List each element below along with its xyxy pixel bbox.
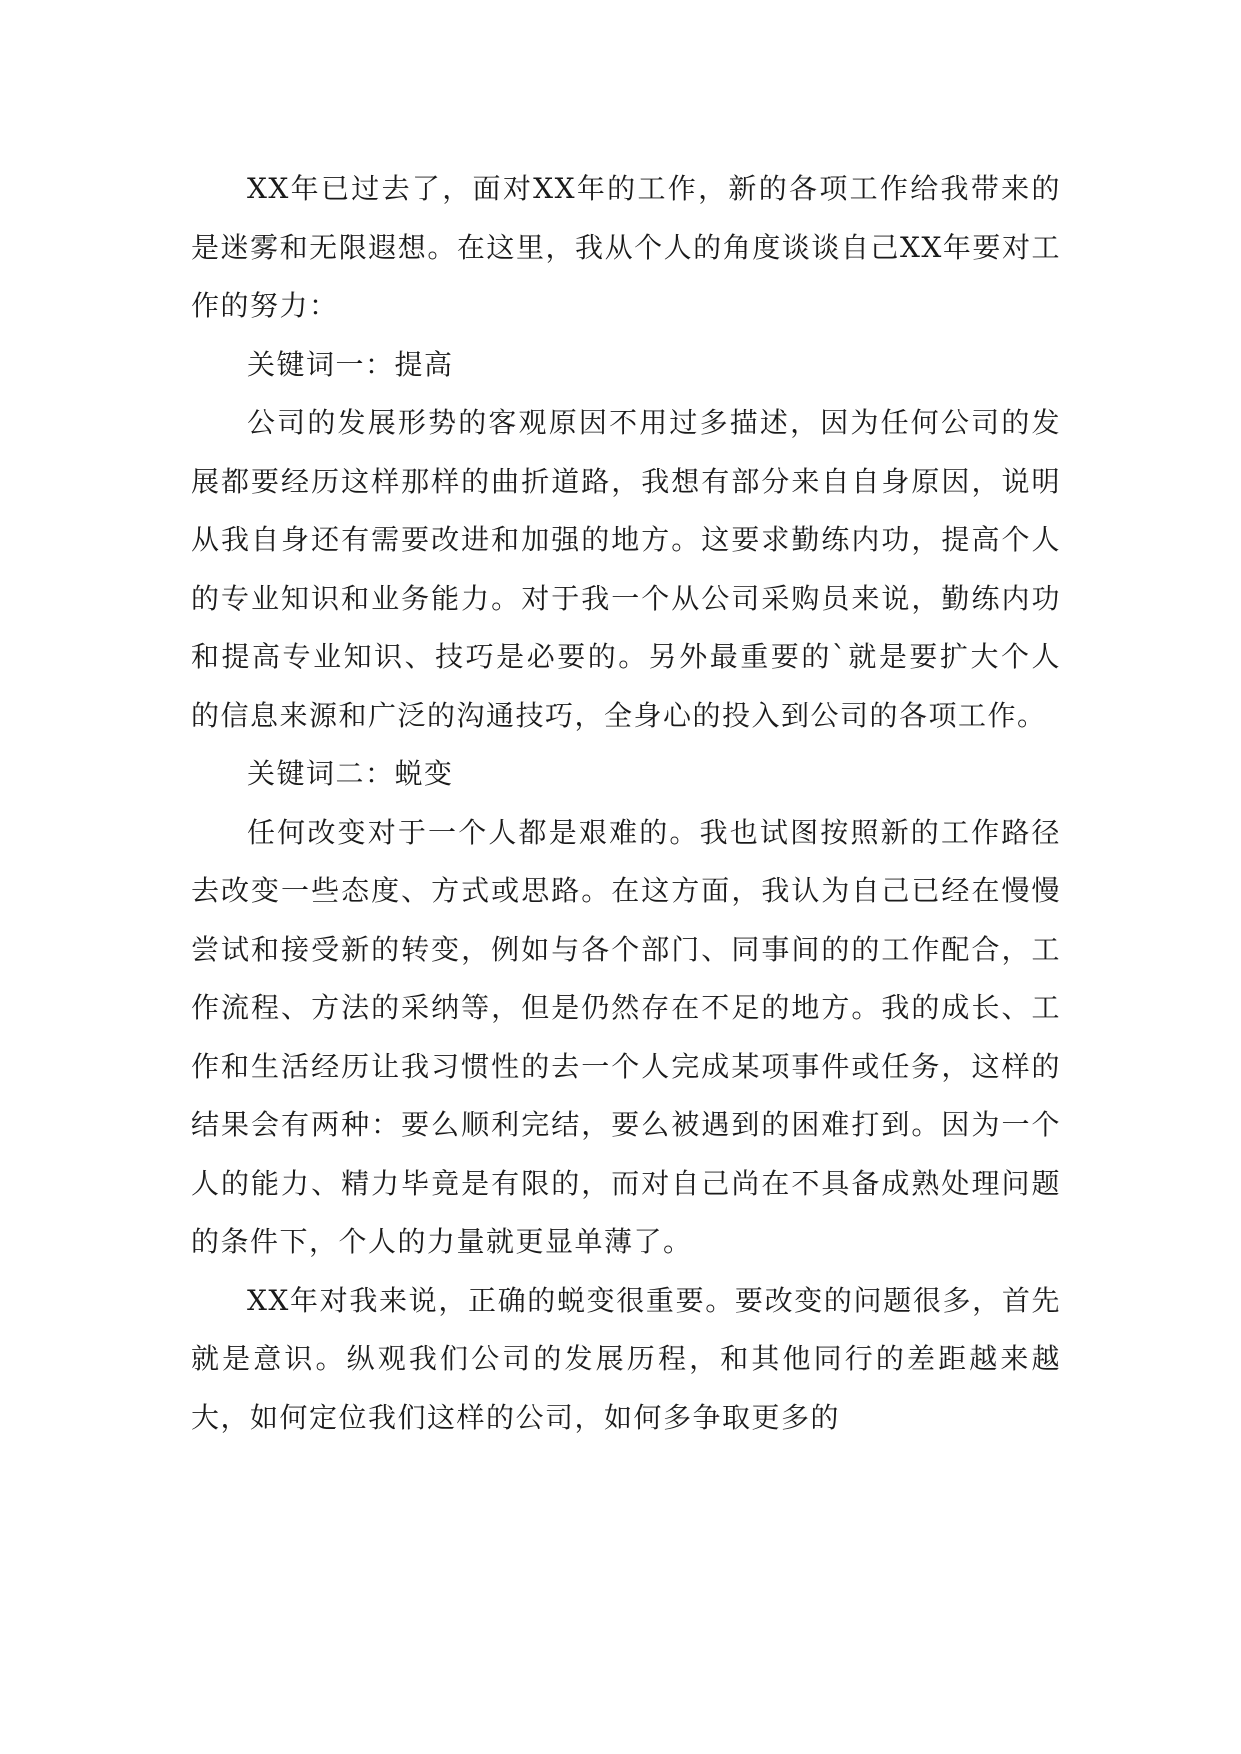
document-body <box>191 160 1061 1447</box>
heading-keyword-one: 关键词一：提高 <box>247 347 454 381</box>
paragraph-improve: 公司的发展形势的客观原因不用过多描述，因为任何公司的发展都要经历这样那样的曲折道路，我想有部分来自自身原因，说明从我自身还有需要改进和加强的地方。这要求勤练内功，提高个人的专业知识和业务能力。对于我一个从公司采购员来说，勤练内功和提高专业知识、技巧是必要的。另外最重要的`就是要扩大个人的信息来源和广泛的沟通技巧，全身心的投入到公司的各项工作。 <box>191 406 1061 732</box>
paragraph-transformation: 任何改变对于一个人都是艰难的。我也试图按照新的工作路径去改变一些态度、方式或思路。在这方面，我认为自己已经在慢慢尝试和接受新的转变，例如与各个部门、同事间的的工作配合，工作流程、方法的采纳等，但是仍然存在不足的地方。我的成长、工作和生活经历让我习惯性的去一个人完成某项事件或任务，这样的结果会有两种：要么顺利完结，要么被遇到的困难打到。因为一个人的能力、精力毕竟是有限的，而对自己尚在不具备成熟处理问题的条件下，个人的力量就更显单薄了。 <box>191 815 1061 1258</box>
paragraph-intro: XX年已过去了，面对XX年的工作，新的各项工作给我带来的是迷雾和无限遐想。在这里，我从个人的角度谈谈自己XX年要对工作的努力： <box>191 172 1061 322</box>
heading-keyword-two: 关键词二：蜕变 <box>247 757 454 790</box>
paragraph-xx-year: XX年对我来说，正确的蜕变很重要。要改变的问题很多，首先就是意识。纵观我们公司的发展历程，和其他同行的差距越来越大，如何定位我们这样的公司，如何多争取更多的 <box>191 1283 1061 1434</box>
